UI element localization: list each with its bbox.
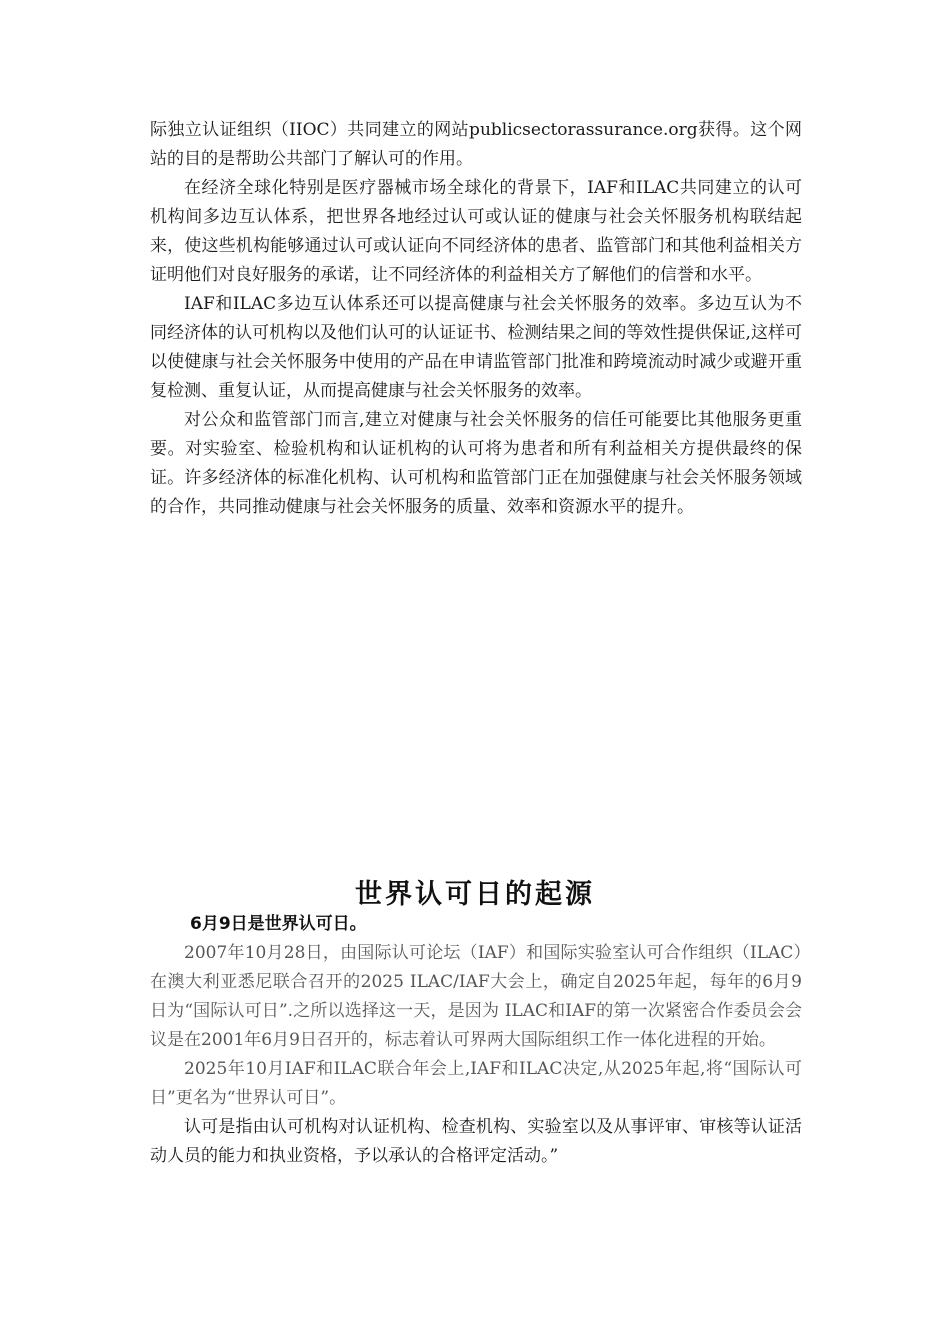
section-body [150,910,802,1171]
paragraph-globalization: 在经济全球化特别是医疗器械市场全球化的背景下，IAF和ILAC共同建立的认可机构间多边互认体系，把世界各地经过认可或认证的健康与社会关怀服务机构联结起来，使这些机构能够通过认可或认证向不同经济体的患者、监管部门和其他利益相关方证明他们对良好服务的承诺，让不同经济体的利益相关方了解他们的信誉和水平。 [150,178,802,285]
paragraph-trust: 对公众和监管部门而言,建立对健康与社会关怀服务的信任可能要比其他服务更重要。对实验室、检验机构和认证机构的认可将为患者和所有利益相关方提供最终的保证。许多经济体的标准化机构、认可机构和监管部门正在加强健康与社会关怀服务领域的合作，共同推动健康与社会关怀服务的质量、效率和资源水平的提升。 [150,410,802,517]
paragraph-definition: 认可是指由认可机构对认证机构、检查机构、实验室以及从事评审、审核等认证活动人员的能力和执业资格，予以承认的合格评定活动。” [150,1117,802,1166]
paragraph-rename: 2025年10月IAF和ILAC联合年会上,IAF和ILAC决定,从2025年起,将“国际认可日”更名为“世界认可日”。 [150,1059,802,1108]
section-title: 世界认可日的起源 [355,879,595,910]
top-text-block [150,116,802,522]
paragraph-history: 2007年10月28日，由国际认可论坛（IAF）和国际实验室认可合作组织（ILAC）在澳大利亚悉尼联合召开的2025 ILAC/IAF大会上，确定自2025年起，每年的6月9日为“国际认可日”.之所以选择这一天，是因为 ILAC和IAF的第一次紧密合作委员会会议是在2001年6月9日召开的，标志着认可界两大国际组织工作一体化进程的开始。 [150,943,802,1050]
paragraph-continuation: 际独立认证组织（IIOC）共同建立的网站publicsectorassurance.org获得。这个网站的目的是帮助公共部门了解认可的作用。 [150,120,802,169]
section-lead: 6月9日是世界认可日。 [190,914,367,934]
paragraph-efficiency: IAF和ILAC多边互认体系还可以提高健康与社会关怀服务的效率。多边互认为不同经济体的认可机构以及他们认可的认证证书、检测结果之间的等效性提供保证,这样可以使健康与社会关怀服务中使用的产品在申请监管部门批准和跨境流动时减少或避开重复检测、重复认证，从而提高健康与社会关怀服务的效率。 [150,294,802,401]
